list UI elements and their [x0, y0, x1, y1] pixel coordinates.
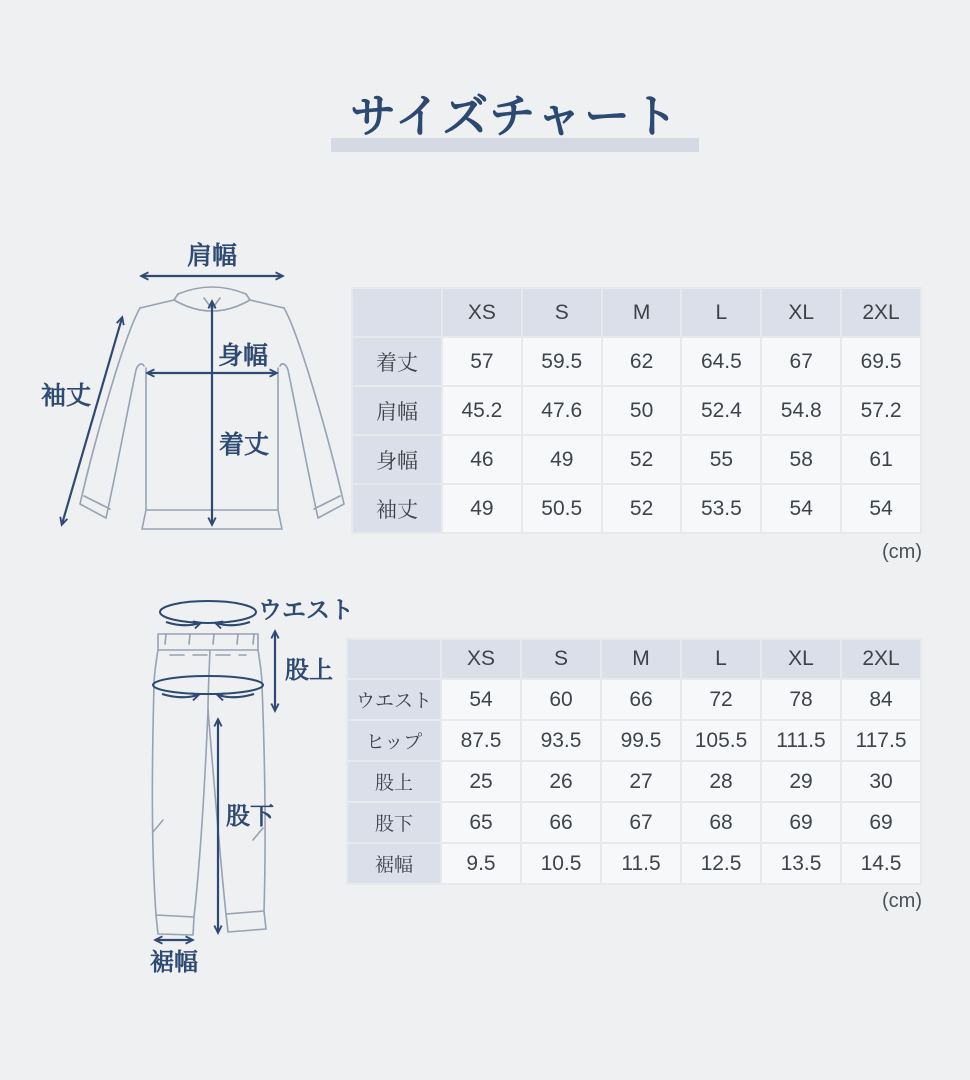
cell: 66 — [601, 679, 681, 720]
body-length-label: 着丈 — [218, 431, 270, 459]
waist-ellipse — [160, 601, 256, 623]
cell: 28 — [681, 761, 761, 802]
col-header-s: S — [522, 288, 602, 337]
col-header-xs: XS — [441, 639, 521, 679]
cell: 87.5 — [441, 720, 521, 761]
cell: 64.5 — [681, 337, 761, 386]
cell: 69.5 — [841, 337, 921, 386]
cell: 14.5 — [841, 843, 921, 884]
table-row — [347, 843, 921, 884]
shoulder-width-label: 肩幅 — [186, 242, 238, 270]
inseam-label: 股下 — [226, 803, 274, 830]
cell: 84 — [841, 679, 921, 720]
cell: 60 — [521, 679, 601, 720]
cell: 72 — [681, 679, 761, 720]
cell: 50.5 — [522, 484, 602, 533]
row-label: 裾幅 — [347, 843, 441, 884]
cell: 54.8 — [761, 386, 841, 435]
cell: 9.5 — [441, 843, 521, 884]
bottom-size-table — [346, 638, 922, 885]
table-row — [347, 802, 921, 843]
cell: 52.4 — [681, 386, 761, 435]
cell: 62 — [602, 337, 682, 386]
cell: 52 — [602, 435, 682, 484]
cell: 65 — [441, 802, 521, 843]
pants-diagram — [106, 582, 376, 982]
page-title: サイズチャート — [349, 90, 681, 142]
hem-width-label: 裾幅 — [150, 949, 198, 976]
row-label: 着丈 — [352, 337, 442, 386]
row-label: 股下 — [347, 802, 441, 843]
cell: 66 — [521, 802, 601, 843]
col-header-xl: XL — [761, 288, 841, 337]
cell: 47.6 — [522, 386, 602, 435]
cell: 59.5 — [522, 337, 602, 386]
cell: 27 — [601, 761, 681, 802]
page-title-block — [331, 88, 699, 152]
cell: 57.2 — [841, 386, 921, 435]
top-size-table — [351, 287, 922, 534]
row-label: 肩幅 — [352, 386, 442, 435]
table-row — [352, 386, 921, 435]
row-label: 身幅 — [352, 435, 442, 484]
cell: 53.5 — [681, 484, 761, 533]
cell: 78 — [761, 679, 841, 720]
body-width-label: 身幅 — [217, 342, 269, 370]
cell: 10.5 — [521, 843, 601, 884]
row-label: ウエスト — [347, 679, 441, 720]
header-row — [347, 639, 921, 679]
cell: 117.5 — [841, 720, 921, 761]
table-row — [352, 435, 921, 484]
cell: 26 — [521, 761, 601, 802]
col-header-m: M — [601, 639, 681, 679]
cell: 49 — [442, 484, 522, 533]
cell: 55 — [681, 435, 761, 484]
col-header-m: M — [602, 288, 682, 337]
col-header-xl: XL — [761, 639, 841, 679]
row-label: 股上 — [347, 761, 441, 802]
sleeve-length-arrow — [62, 318, 122, 524]
table-row — [352, 484, 921, 533]
row-label: ヒップ — [347, 720, 441, 761]
col-header-l: L — [681, 288, 761, 337]
cell: 69 — [761, 802, 841, 843]
cell: 46 — [442, 435, 522, 484]
row-label: 袖丈 — [352, 484, 442, 533]
table-row — [347, 720, 921, 761]
cell: 99.5 — [601, 720, 681, 761]
table-row — [347, 679, 921, 720]
sweatshirt-measure-arrows — [62, 276, 282, 524]
col-header-2xl: 2XL — [841, 639, 921, 679]
cell: 50 — [602, 386, 682, 435]
table-row — [352, 337, 921, 386]
table-row — [347, 761, 921, 802]
cell: 57 — [442, 337, 522, 386]
cell: 30 — [841, 761, 921, 802]
cell: 54 — [441, 679, 521, 720]
cell: 61 — [841, 435, 921, 484]
cell: 93.5 — [521, 720, 601, 761]
sweatshirt-diagram — [36, 238, 356, 550]
corner-cell — [352, 288, 442, 337]
cell: 54 — [841, 484, 921, 533]
cell: 25 — [441, 761, 521, 802]
cell: 52 — [602, 484, 682, 533]
unit-label-top: (cm) — [882, 541, 922, 563]
cell: 58 — [761, 435, 841, 484]
pants-measure-arrows — [153, 601, 275, 940]
col-header-xs: XS — [442, 288, 522, 337]
col-header-l: L — [681, 639, 761, 679]
col-header-2xl: 2XL — [841, 288, 921, 337]
cell: 12.5 — [681, 843, 761, 884]
col-header-s: S — [521, 639, 601, 679]
unit-label-bottom: (cm) — [882, 890, 922, 912]
cell: 49 — [522, 435, 602, 484]
cell: 11.5 — [601, 843, 681, 884]
cell: 105.5 — [681, 720, 761, 761]
cell: 67 — [761, 337, 841, 386]
cell: 29 — [761, 761, 841, 802]
cell: 67 — [601, 802, 681, 843]
cell: 45.2 — [442, 386, 522, 435]
cell: 111.5 — [761, 720, 841, 761]
sleeve-length-label: 袖丈 — [40, 382, 92, 410]
corner-cell — [347, 639, 441, 679]
waist-label: ウエスト — [258, 597, 354, 624]
rise-label: 股上 — [285, 657, 333, 684]
header-row — [352, 288, 921, 337]
cell: 54 — [761, 484, 841, 533]
cell: 68 — [681, 802, 761, 843]
cell: 69 — [841, 802, 921, 843]
cell: 13.5 — [761, 843, 841, 884]
